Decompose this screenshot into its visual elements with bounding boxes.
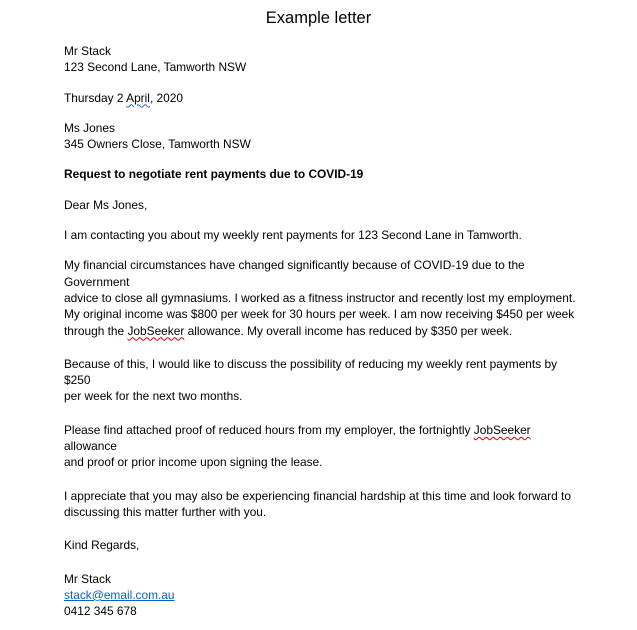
sender-address: 123 Second Lane, Tamworth NSW <box>64 60 247 75</box>
paragraph-2-line: My financial circumstances have changed significantly because of COVID-19 due to the Government <box>64 258 525 289</box>
paragraph-4-line <box>64 422 584 455</box>
closing: Kind Regards, <box>64 538 140 553</box>
letter-subject: Request to negotiate rent payments due to COVID-19 <box>64 167 364 182</box>
paragraph-4 <box>64 422 584 471</box>
paragraph-5-line: discussing this matter further with you. <box>64 504 267 519</box>
text-segment: through the <box>64 323 128 338</box>
paragraph-2-line: My original income was $800 per week for 30 hours per week. I am now receiving $450 per week <box>64 307 575 322</box>
recipient-name: Ms Jones <box>64 120 115 135</box>
salutation: Dear Ms Jones, <box>64 197 148 212</box>
paragraph-5-line: I appreciate that you may also be experiencing financial hardship at this time and look forward to <box>64 488 571 503</box>
date-weekday-day: Thursday 2 <box>64 90 127 105</box>
spellcheck-word: JobSeeker <box>473 422 531 437</box>
date-year: , 2020 <box>149 90 183 105</box>
signature-phone: 0412 345 678 <box>64 604 137 619</box>
text-segment: allowance. My overall income has reduced by $350 per week. <box>184 323 513 338</box>
paragraph-4-line: and proof or prior income upon signing the lease. <box>64 455 323 470</box>
paragraph-3-line: per week for the next two months. <box>64 389 243 404</box>
paragraph-3-line: Because of this, I would like to discuss the possibility of reducing my weekly rent payments by $250 <box>64 356 558 388</box>
sender-name: Mr Stack <box>64 44 111 58</box>
paragraph-3 <box>64 356 584 405</box>
letter-date <box>64 90 584 106</box>
signature-block <box>64 571 584 620</box>
paragraph-2-line <box>64 323 584 339</box>
text-segment: allowance <box>64 439 117 454</box>
signature-name: Mr Stack <box>64 571 111 586</box>
letter-body <box>64 43 584 619</box>
document-title: Example letter <box>265 9 372 27</box>
email-link[interactable]: stack@email.com.au <box>64 587 175 602</box>
paragraph-1: I am contacting you about my weekly rent payments for 123 Second Lane in Tamworth. <box>64 228 522 243</box>
date-month: April <box>126 90 150 105</box>
paragraph-2 <box>64 257 584 338</box>
text-segment: Please find attached proof of reduced hours from my employer, the fortnightly <box>64 422 474 437</box>
paragraph-2-line: advice to close all gymnasiums. I worked as a fitness instructor and recently lost my employment. <box>64 290 576 305</box>
recipient-address: 345 Owners Close, Tamworth NSW <box>64 137 251 152</box>
paragraph-5 <box>64 488 584 521</box>
spellcheck-word: JobSeeker <box>127 323 185 338</box>
